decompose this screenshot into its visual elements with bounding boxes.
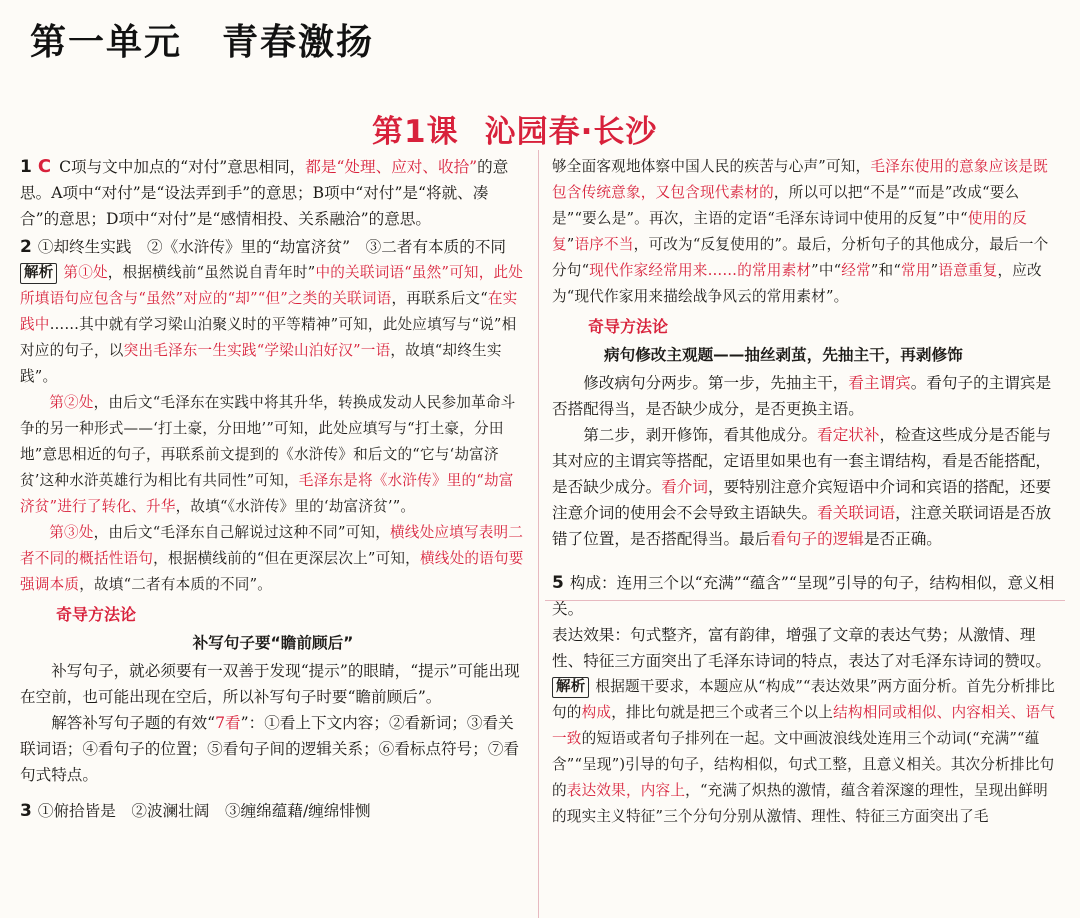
section-separator bbox=[545, 600, 1065, 601]
column-divider bbox=[538, 150, 539, 918]
question-2-explanation-2 bbox=[20, 390, 526, 520]
method-subtitle: 病句修改主观题——抽丝剥茧，先抽主干，再剥修饰 bbox=[604, 346, 963, 364]
highlight: 毛泽东使用的意象应该是既包含传统意象，又包含现代素材的 bbox=[552, 158, 1048, 201]
right-column bbox=[552, 154, 1058, 830]
highlight: 第②处 bbox=[49, 394, 94, 411]
text: C项与文中加点的“对付”意思相同， bbox=[59, 158, 306, 176]
analysis-tag: 解析 bbox=[20, 263, 57, 284]
method-subtitle: 补写句子要“瞻前顾后” bbox=[192, 634, 354, 652]
text: 修改病句分两步。第一步，先抽主干， bbox=[583, 374, 849, 392]
text: ，由后文“毛泽东自己解说过这种不同”可知， bbox=[93, 524, 390, 541]
question-5-answer bbox=[552, 570, 1058, 622]
highlight: 在实践中 bbox=[20, 290, 518, 333]
highlight: 语意重复 bbox=[938, 262, 998, 279]
highlight: 构成 bbox=[581, 704, 612, 721]
method-paragraph-1 bbox=[552, 370, 1058, 422]
highlight: 看关联词语 bbox=[817, 504, 896, 522]
highlight: 毛泽东是将《水浒传》里的“劫富济贫”进行了转化、升华 bbox=[20, 472, 514, 515]
text: ，要特别注意介宾短语中介词和宾语的搭配，还要注意介词的使用会不会导致主语缺失。 bbox=[552, 478, 1052, 522]
highlight: 结构相同或相似、内容相关、语气一致 bbox=[552, 704, 1056, 747]
highlight: 第③处 bbox=[49, 524, 94, 541]
text: ，故填“却终生实践”。 bbox=[20, 342, 502, 385]
highlight: 看定状补 bbox=[817, 426, 880, 444]
text: 解答补写句子题的有效“ bbox=[51, 714, 216, 732]
answer-letter: C bbox=[37, 156, 52, 177]
text: ，“充满了炽热的激情，蕴含着深邃的理性，呈现出鲜明的现实主义特征”三个分句分别从激情、理性、特征三方面突出了毛 bbox=[552, 782, 1048, 825]
text: 够全面客观地体察中国人民的疾苦与心声”可知， bbox=[552, 158, 871, 175]
method-paragraph-2 bbox=[20, 710, 526, 788]
text: ，排比句就是把三个或者三个以上 bbox=[611, 704, 834, 721]
method-paragraph-2 bbox=[552, 422, 1058, 552]
lesson-name: 沁园春·长沙 bbox=[484, 114, 658, 150]
method-label: 奇导方法论 bbox=[588, 317, 669, 336]
text: ，由后文“毛泽东在实践中将其升华，转换成发动人民参加革命斗争的另一种形式——‘打土豪，分田地’”可知，此处应填写与“打土豪，分田地”意思相近的句子，再联系前文提到的《水浒传》和后文的“它与‘劫富济贫’这种水浒英雄行为相比有共同性”可知， bbox=[20, 394, 516, 489]
question-5-explanation bbox=[552, 674, 1058, 830]
text: ” bbox=[566, 236, 575, 253]
question-number: 2 bbox=[20, 237, 32, 257]
text: ，检查这些成分是否能与其对应的主谓宾等搭配，定语里如果也有一套主谓结构，看是否能搭配，是否缺少成分。 bbox=[552, 426, 1052, 496]
method-paragraph-1: 补写句子，就必须要有一双善于发现“提示”的眼睛，“提示”可能出现在空前，也可能出现在空后，所以补写句子时要“瞻前顾后”。 bbox=[20, 662, 520, 706]
text: ” bbox=[930, 262, 939, 279]
text: ，再联系后文“ bbox=[391, 290, 488, 307]
highlight: 语序不当 bbox=[574, 236, 634, 253]
question-3-answer bbox=[20, 798, 526, 824]
text: ……其中就有学习梁山泊聚义时的平等精神”可知，此处应填写与“说”相对应的句子，以 bbox=[20, 316, 517, 359]
text: ”和“ bbox=[870, 262, 902, 279]
highlight: 看介词 bbox=[661, 478, 708, 496]
text: 是否正确。 bbox=[863, 530, 942, 548]
highlight: 看主谓宾 bbox=[848, 374, 911, 392]
text: 的短语或者句子排列在一起。文中画波浪线处连用三个动词(“充满”“蕴含”“呈现”)引导的句子，结构相似，句式工整，且意义相关。其次分析排比句的 bbox=[552, 730, 1055, 799]
text: ，所以可以把“不是”“而是”改成“要么是”“要么是”。再次，主语的定语“毛泽东诗词中使用的反复”中“ bbox=[552, 184, 1020, 227]
answer-text: ①俯拾皆是 ②波澜壮阔 ③缠绵蕴藉/缠绵悱恻 bbox=[37, 802, 371, 820]
highlight: 7看 bbox=[215, 714, 241, 732]
lesson-label: 第1课 bbox=[372, 114, 459, 150]
question-2-explanation-3 bbox=[20, 520, 526, 598]
question-number: 3 bbox=[20, 801, 32, 821]
text: ”：①看上下文内容；②看新词；③看关联词语；④看句子的位置；⑤看句子间的逻辑关系；⑥看标点符号；⑦看句式特点。 bbox=[20, 714, 520, 784]
text: ，故填“《水浒传》里的‘劫富济贫’”。 bbox=[175, 498, 416, 515]
highlight: 看句子的逻辑 bbox=[770, 530, 864, 548]
question-5-effect: 表达效果：句式整齐，富有韵律，增强了文章的表达气势；从激情、理性、特征三方面突出了毛泽东诗词的特点，表达了对毛泽东诗词的赞叹。 bbox=[552, 626, 1052, 670]
highlight: 第①处 bbox=[63, 264, 108, 281]
question-2-explanation-1 bbox=[20, 260, 526, 390]
method-label: 奇导方法论 bbox=[56, 605, 137, 624]
highlight: 都是“处理、应对、收拾” bbox=[305, 158, 478, 176]
lesson-title bbox=[372, 106, 657, 151]
left-column bbox=[20, 154, 526, 824]
question-number: 5 bbox=[552, 573, 564, 593]
highlight: 突出毛泽东一生实践“学梁山泊好汉”一语 bbox=[123, 342, 391, 359]
highlight: 常用 bbox=[901, 262, 931, 279]
text: 的意思。A项中“对付”是“设法弄到手”的意思；B项中“对付”是“将就、凑合”的意思；D项中“对付”是“感情相投、关系融洽”的意思。 bbox=[20, 158, 509, 228]
text: 。看句子的主谓宾是否搭配得当，是否缺少成分，是否更换主语。 bbox=[552, 374, 1052, 418]
answer-text: 构成：连用三个以“充满”“蕴含”“呈现”引导的句子，结构相似，意义相关。 bbox=[552, 574, 1055, 618]
analysis-tag: 解析 bbox=[552, 677, 589, 698]
highlight: 使用的反复 bbox=[552, 210, 1027, 253]
highlight: 经常 bbox=[841, 262, 871, 279]
question-4-continued bbox=[552, 154, 1058, 310]
question-1 bbox=[20, 154, 526, 232]
text: 根据题干要求，本题应从“构成”“表达效果”两方面分析。首先分析排比句的 bbox=[552, 678, 1056, 721]
highlight: 现代作家经常用来……的常用素材 bbox=[589, 262, 812, 279]
unit-label: 第一单元 bbox=[30, 22, 183, 63]
text: ，根据横线前的“但在更深层次上”可知， bbox=[153, 550, 420, 567]
text: 第二步，剥开修饰，看其他成分。 bbox=[583, 426, 818, 444]
unit-title bbox=[30, 14, 374, 65]
text: ，注意关联词语是否放错了位置，是否搭配得当。最后 bbox=[552, 504, 1052, 548]
highlight: 中的关联词语“虽然”可知，此处所填语句应包含与“虽然”对应的“却”“但”之类的关联词语 bbox=[20, 264, 524, 307]
text: ，可改为“反复使用的”。最后，分析句子的其他成分，最后一个分句“ bbox=[552, 236, 1049, 279]
text: ，应改为“现代作家用来描绘战争风云的常用素材”。 bbox=[552, 262, 1042, 305]
text: ，故填“二者有本质的不同”。 bbox=[79, 576, 273, 593]
highlight: 表达效果，内容上 bbox=[566, 782, 686, 799]
text: ，根据横线前“虽然说自青年时” bbox=[107, 264, 316, 281]
question-2-answer bbox=[20, 234, 526, 260]
unit-theme: 青春激扬 bbox=[222, 22, 375, 63]
text: ”中“ bbox=[811, 262, 842, 279]
highlight: 横线处应填写表明二者不同的概括性语句 bbox=[20, 524, 524, 567]
answer-text: ①却终生实践 ②《水浒传》里的“劫富济贫” ③二者有本质的不同 bbox=[37, 238, 507, 256]
question-number: 1 bbox=[20, 157, 32, 177]
highlight: 横线处的语句要强调本质 bbox=[20, 550, 524, 593]
